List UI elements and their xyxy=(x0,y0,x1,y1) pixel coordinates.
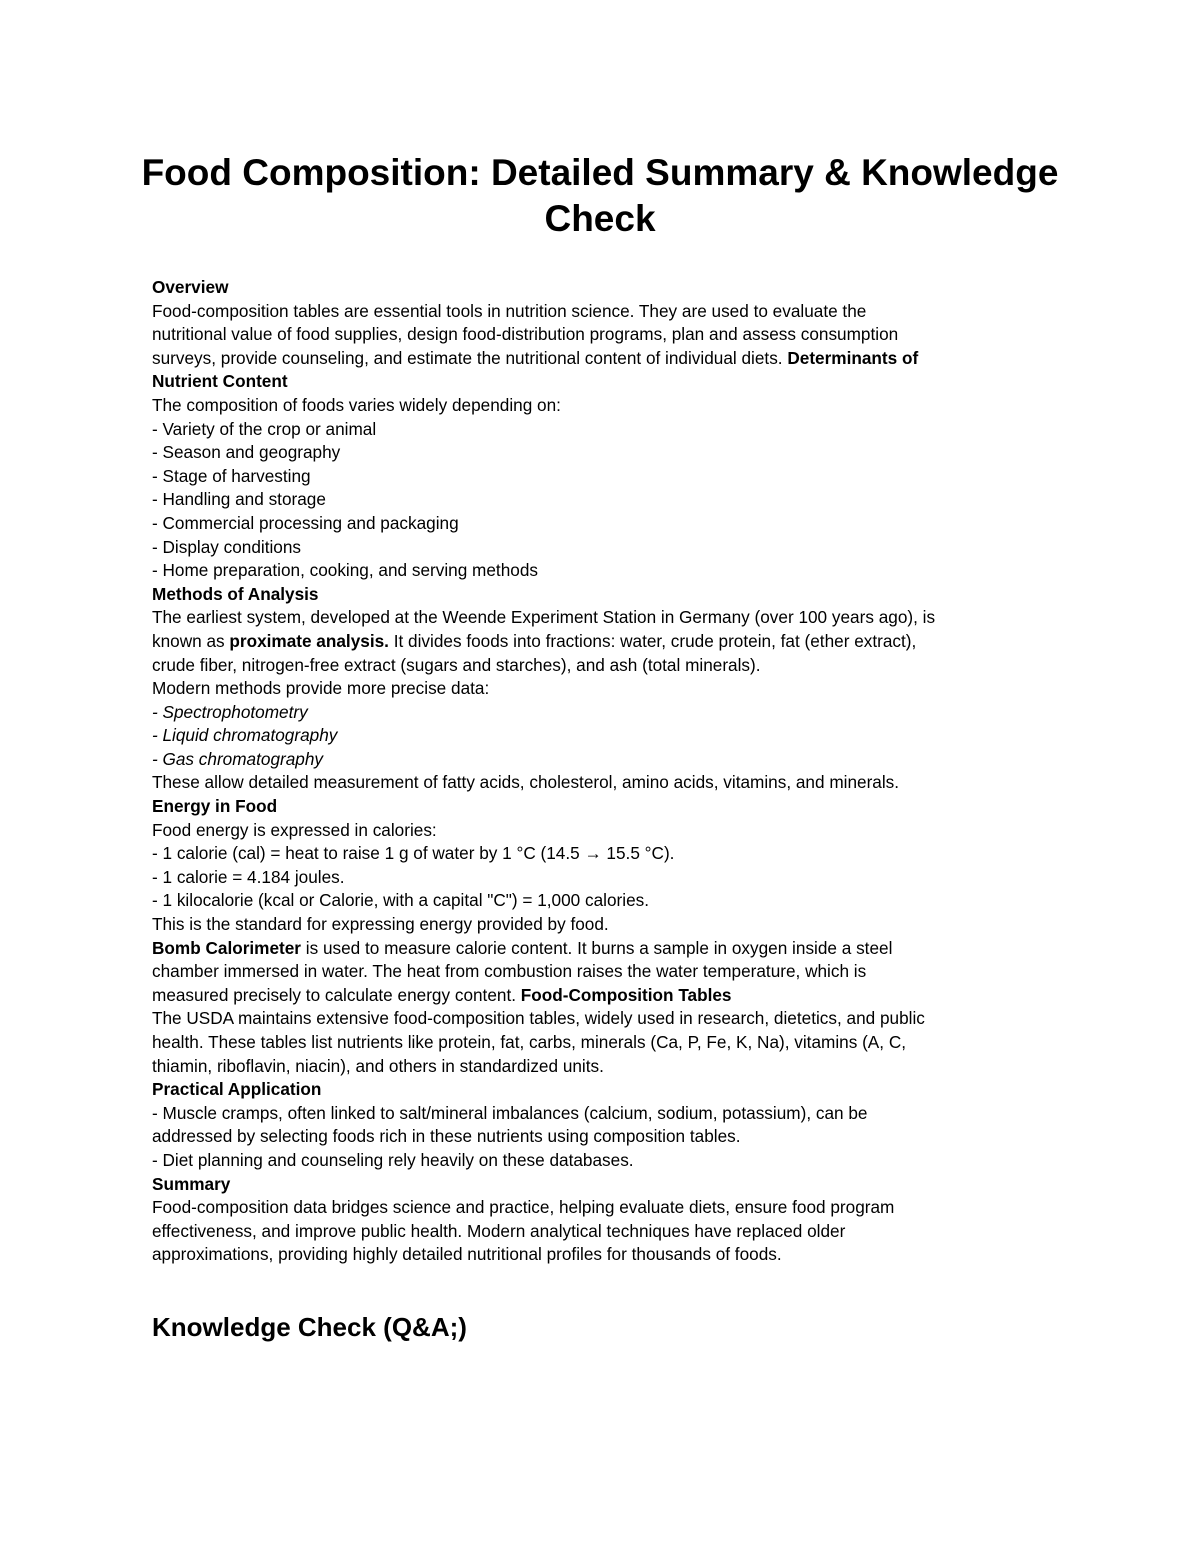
energy-item: - 1 calorie (cal) = heat to raise 1 g of water by 1 °C (14.5 → 15.5 °C). xyxy=(152,843,675,864)
methods-closing: These allow detailed measurement of fatty acids, cholesterol, amino acids, vitamins, and minerals. xyxy=(152,772,900,793)
practical-line-3: - Diet planning and counseling rely heavily on these databases. xyxy=(152,1149,634,1170)
bomb-calorimeter-line-3-text: measured precisely to calculate energy content. xyxy=(152,984,517,1005)
list-item: - Display conditions xyxy=(152,536,302,557)
overview-line-3 xyxy=(152,347,1052,371)
knowledge-check-heading: Knowledge Check (Q&A;) xyxy=(152,1312,467,1342)
bomb-calorimeter-line-1-text: is used to measure calorie content. It burns a sample in oxygen inside a steel xyxy=(301,937,893,958)
methods-line-2-post: It divides foods into fractions: water, crude protein, fat (ether extract), xyxy=(388,630,917,651)
technique-item: - Liquid chromatography xyxy=(152,725,338,746)
list-item: - Handling and storage xyxy=(152,489,326,510)
overview-heading: Overview xyxy=(152,277,229,297)
energy-standard: This is the standard for expressing energy provided by food. xyxy=(152,914,609,935)
methods-line-1: The earliest system, developed at the Weende Experiment Station in Germany (over 100 years ago), is xyxy=(152,607,936,628)
modern-methods-intro: Modern methods provide more precise data: xyxy=(152,678,490,699)
methods-line-2-pre: known as xyxy=(152,630,230,651)
tables-line-2: health. These tables list nutrients like protein, fat, carbs, minerals (Ca, P, Fe, K, Na), vitamins (A, C, xyxy=(152,1032,907,1052)
overview-line-2: nutritional value of food supplies, design food-distribution programs, plan and assess consumption xyxy=(152,324,899,345)
list-item: - Stage of harvesting xyxy=(152,465,311,486)
document-body xyxy=(152,276,1052,1267)
methods-line-3: crude fiber, nitrogen-free extract (sugars and starches), and ash (total minerals). xyxy=(152,654,761,675)
summary-line-3: approximations, providing highly detailed nutritional profiles for thousands of foods. xyxy=(152,1244,782,1265)
technique-item: - Spectrophotometry xyxy=(152,701,308,722)
determinants-intro: The composition of foods varies widely depending on: xyxy=(152,394,561,415)
bomb-calorimeter-line-2: chamber immersed in water. The heat from combustion raises the water temperature, which is xyxy=(152,961,867,982)
practical-line-2: addressed by selecting foods rich in these nutrients using composition tables. xyxy=(152,1126,741,1147)
determinants-heading-part-1: Determinants of xyxy=(787,347,919,368)
title-line-2: Check xyxy=(544,198,656,239)
tables-heading: Food-Composition Tables xyxy=(520,984,732,1005)
proximate-analysis-term: proximate analysis. xyxy=(229,630,389,651)
bomb-calorimeter-line-1 xyxy=(152,937,1052,961)
summary-line-1: Food-composition data bridges science and practice, helping evaluate diets, ensure food program xyxy=(152,1197,895,1218)
overview-line-3-text: surveys, provide counseling, and estimate the nutritional content of individual diets. xyxy=(152,347,783,368)
practical-line-1: - Muscle cramps, often linked to salt/mineral imbalances (calcium, sodium, potassium), can be xyxy=(152,1102,868,1123)
list-item: - Commercial processing and packaging xyxy=(152,512,459,533)
methods-line-2 xyxy=(152,630,1052,654)
bomb-calorimeter-line-3 xyxy=(152,984,1052,1008)
summary-line-2: effectiveness, and improve public health. Modern analytical techniques have replaced older xyxy=(152,1220,846,1241)
bomb-calorimeter-term: Bomb Calorimeter xyxy=(152,937,301,958)
energy-item: - 1 kilocalorie (kcal or Calorie, with a capital "C") = 1,000 calories. xyxy=(152,890,649,911)
practical-heading: Practical Application xyxy=(152,1079,322,1100)
list-item: - Season and geography xyxy=(152,442,341,463)
summary-heading: Summary xyxy=(152,1173,231,1194)
methods-heading: Methods of Analysis xyxy=(152,583,319,604)
list-item: - Variety of the crop or animal xyxy=(152,418,377,439)
energy-intro: Food energy is expressed in calories: xyxy=(152,819,437,840)
title-line-1: Food Composition: Detailed Summary & Knowledge xyxy=(141,152,1059,193)
list-item: - Home preparation, cooking, and serving methods xyxy=(152,560,538,581)
determinants-heading-part-2: Nutrient Content xyxy=(152,371,288,392)
tables-line-3: thiamin, riboflavin, niacin), and others in standardized units. xyxy=(152,1055,604,1076)
overview-line-1: Food-composition tables are essential tools in nutrition science. They are used to evaluate the xyxy=(152,300,867,321)
technique-item: - Gas chromatography xyxy=(152,748,323,769)
energy-item: - 1 calorie = 4.184 joules. xyxy=(152,866,345,887)
tables-line-1: The USDA maintains extensive food-composition tables, widely used in research, dietetics, and public xyxy=(152,1008,925,1029)
document-title xyxy=(120,150,1080,242)
energy-heading: Energy in Food xyxy=(152,796,278,817)
